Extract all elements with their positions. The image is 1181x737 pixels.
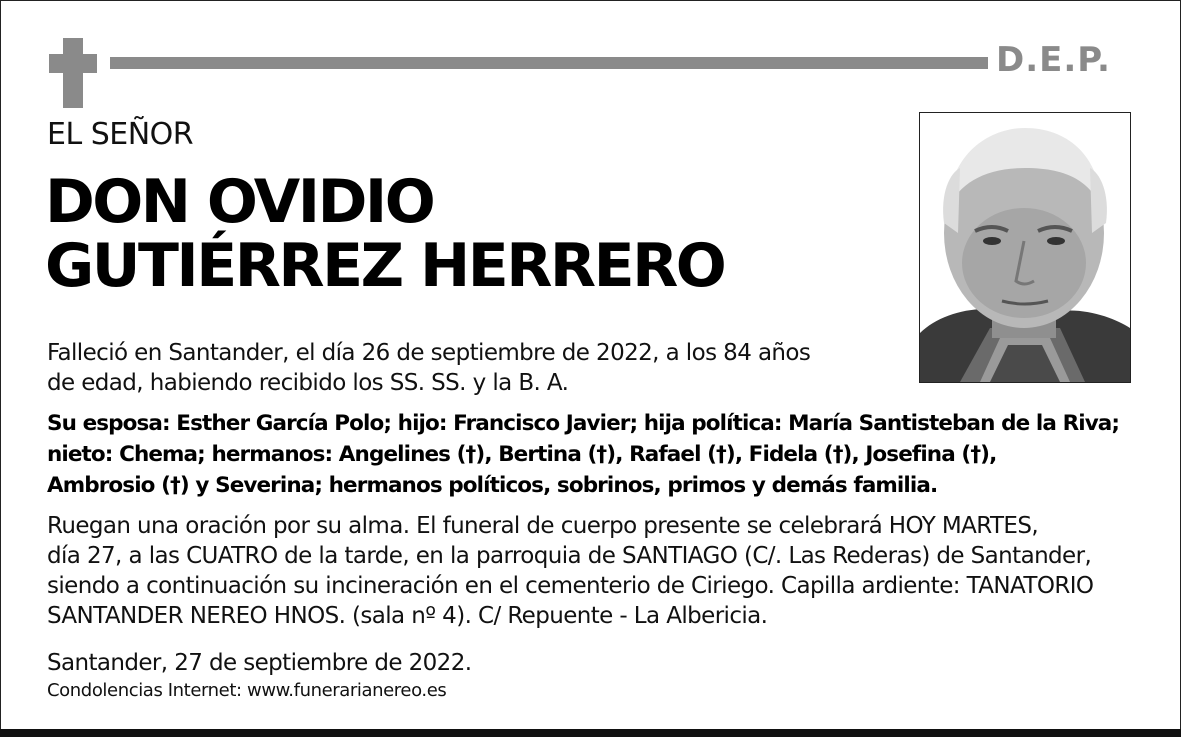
funeral-line3: siendo a continuación su incineración en el cementerio de Ciriego. Capilla ardiente: TANATORIO	[47, 573, 1094, 599]
family-line2: nieto: Chema; hermanos: Angelines (†), Bertina (†), Rafael (†), Fidela (†), Josefina (†),	[47, 442, 997, 467]
intro-line1: Falleció en Santander, el día 26 de septiembre de 2022, a los 84 años	[47, 340, 811, 366]
family-line1: Su esposa: Esther García Polo; hijo: Francisco Javier; hija política: María Santisteban de la Riva;	[47, 411, 1120, 436]
dep-label: D.E.P.	[996, 40, 1111, 80]
place-date-text: Santander, 27 de septiembre de 2022.	[47, 650, 472, 676]
funeral-details	[47, 511, 1093, 631]
deceased-name	[45, 167, 725, 301]
cross-icon-vertical	[63, 38, 83, 108]
death-notice-intro	[47, 338, 810, 398]
condolences-link[interactable]: Condolencias Internet: www.funerarianereo.es	[47, 680, 447, 701]
bottom-border	[0, 729, 1181, 737]
title-prefix: EL SEÑOR	[47, 117, 194, 152]
deceased-name-line1: DON OVIDIO	[45, 167, 434, 237]
cross-icon-horizontal	[49, 54, 97, 73]
funeral-line4: SANTANDER NEREO HNOS. (sala nº 4). C/ Repuente - La Albericia.	[47, 603, 768, 629]
family-line3: Ambrosio (†) y Severina; hermanos políticos, sobrinos, primos y demás familia.	[47, 473, 938, 498]
funeral-line2: día 27, a las CUATRO de la tarde, en la parroquia de SANTIAGO (C/. Las Rederas) de Santander,	[47, 543, 1092, 569]
portrait-image	[920, 113, 1130, 382]
portrait-photo	[919, 112, 1131, 383]
family-list	[47, 408, 1119, 501]
place-date	[47, 648, 471, 678]
deceased-name-line2: GUTIÉRREZ HERRERO	[45, 231, 725, 301]
intro-line2: de edad, habiendo recibido los SS. SS. y la B. A.	[47, 370, 569, 396]
funeral-line1: Ruegan una oración por su alma. El funeral de cuerpo presente se celebrará HOY MARTES,	[47, 513, 1039, 539]
header-rule	[110, 57, 988, 69]
